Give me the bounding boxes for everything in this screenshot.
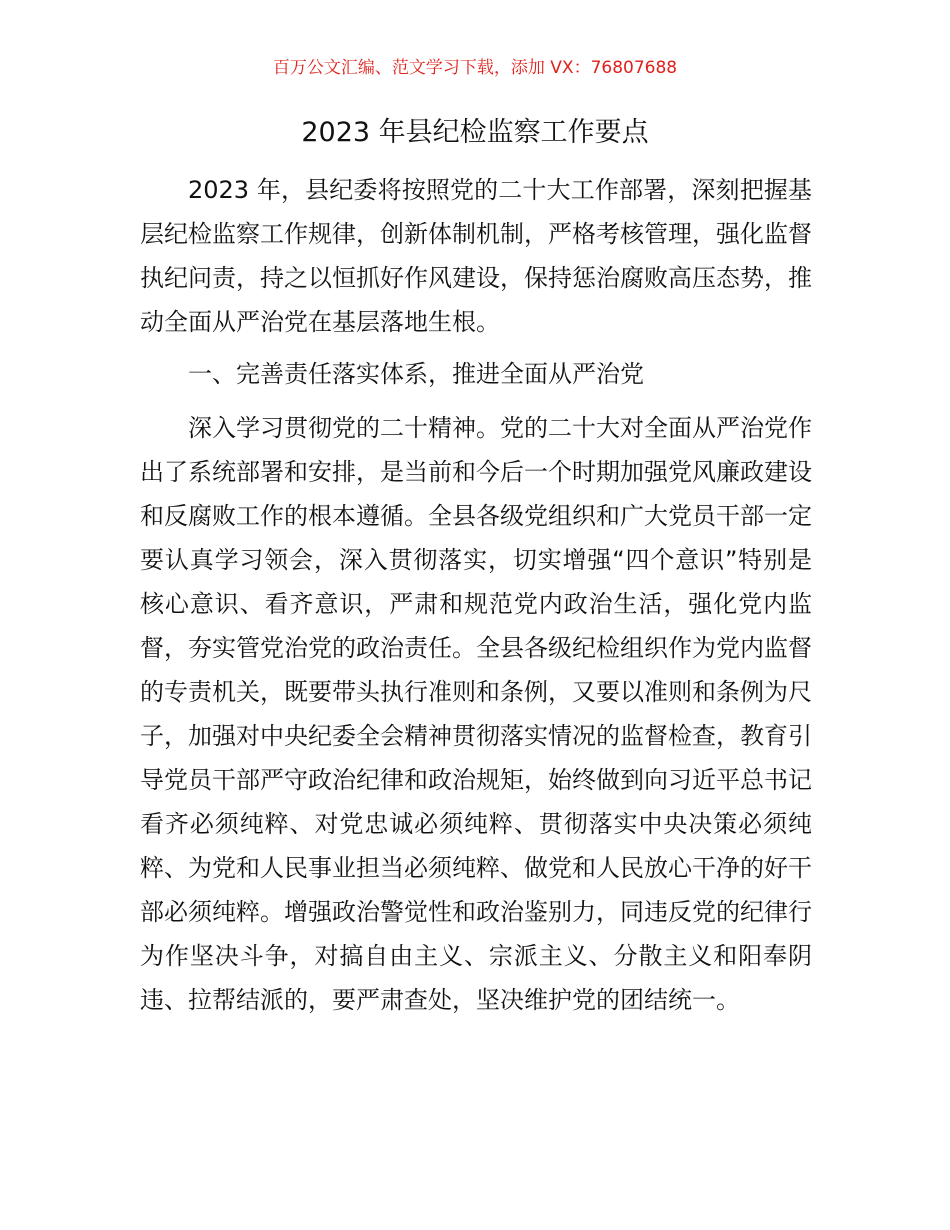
document-title: 2023 年县纪检监察工作要点 <box>301 117 649 148</box>
section-heading: 一、完善责任落实体系，推进全面从严治党 <box>188 360 644 388</box>
intro-paragraph: 2023 年，县纪委将按照党的二十大工作部署，深刻把握基层纪检监察工作规律，创新体制机制，严格考核管理，强化监督执纪问责，持之以恒抓好作风建设，保持惩治腐败高压态势，推动全面从严治党在基层落地生根。 <box>140 176 812 336</box>
header-note: 百万公文汇编、范文学习下载，添加 VX：76807688 <box>272 58 678 78</box>
document-body <box>140 168 812 1030</box>
section-paragraph: 深入学习贯彻党的二十精神。党的二十大对全面从严治党作出了系统部署和安排，是当前和今后一个时期加强党风廉政建设和反腐败工作的根本遵循。全县各级党组织和广大党员干部一定要认真学习领会，深入贯彻落实，切实增强“四个意识”特别是核心意识、看齐意识，严肃和规范党内政治生活，强化党内监督，夯实管党治党的政治责任。全县各级纪检组织作为党内监督的专责机关，既要带头执行准则和条例，又要以准则和条例为尺子，加强对中央纪委全会精神贯彻落实情况的监督检查，教育引导党员干部严守政治纪律和政治规矩，始终做到向习近平总书记看齐必须纯粹、对党忠诚必须纯粹、贯彻落实中央决策必须纯粹、为党和人民事业担当必须纯粹、做党和人民放心干净的好干部必须纯粹。增强政治警觉性和政治鉴别力，同违反党的纪律行为作坚决斗争，对搞自由主义、宗派主义、分散主义和阳奉阴违、拉帮结派的，要严肃查处，坚决维护党的团结统一。 <box>140 414 812 1014</box>
